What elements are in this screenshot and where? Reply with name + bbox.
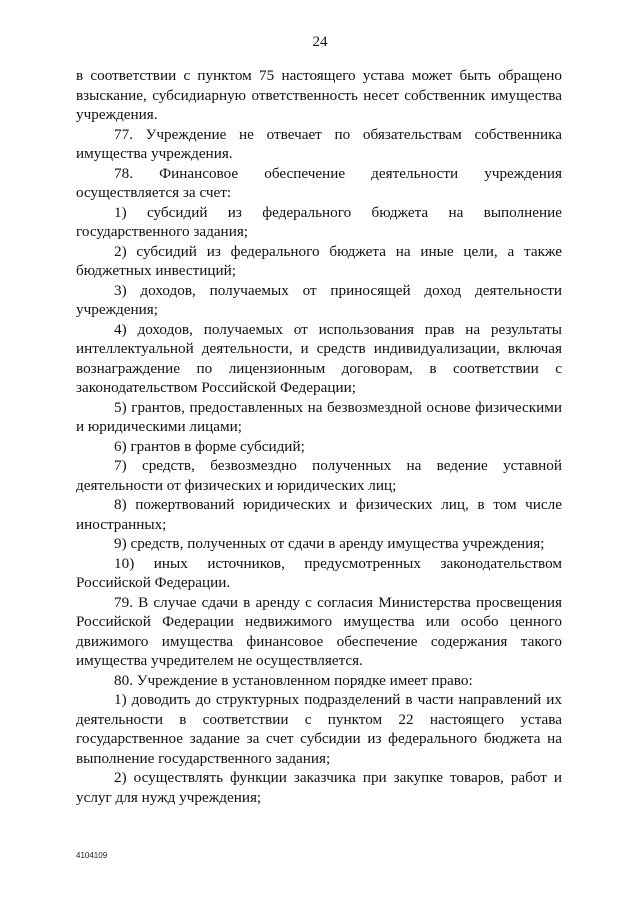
document-body [76,66,562,807]
list-item-78-7: 7) средств, безвозмездно полученных на ведение уставной деятельности от физических и юридических лиц; [76,457,562,494]
paragraph-79: 79. В случае сдачи в аренду с согласия Министерства просвещения Российской Федерации недвижимого имущества или особо ценного движимого имущества финансовое обеспечение содержания такого имущества учредителем не осуществляется. [76,593,562,669]
list-item-80-2: 2) осуществлять функции заказчика при закупке товаров, работ и услуг для нужд учреждения; [76,769,562,806]
list-item-78-9: 9) средств, полученных от сдачи в аренду имущества учреждения; [114,535,545,552]
list-item-78-2: 2) субсидий из федерального бюджета на иные цели, а также бюджетных инвестиций; [76,242,562,279]
paragraph-77: 77. Учреждение не отвечает по обязательствам собственника имущества учреждения. [76,125,562,162]
list-item-78-5: 5) грантов, предоставленных на безвозмездной основе физическими и юридическими лицами; [76,398,562,435]
paragraph-78: 78. Финансовое обеспечение деятельности учреждения осуществляется за счет: [76,164,562,201]
list-item-78-1: 1) субсидий из федерального бюджета на выполнение государственного задания; [76,203,562,240]
paragraph-continuation: в соответствии с пунктом 75 настоящего устава может быть обращено взыскание, субсидиарную ответственность несет собственник имущества учреждения. [76,67,562,123]
list-item-78-4: 4) доходов, получаемых от использования прав на результаты интеллектуальной деятельности, и средств индивидуализации, включая вознаграждение по лицензионным договорам, в соответствии с законодательством Российской Федерации; [76,320,562,396]
list-item-78-3: 3) доходов, получаемых от приносящей доход деятельности учреждения; [76,281,562,318]
document-code: 4104109 [76,851,108,860]
list-item-78-10: 10) иных источников, предусмотренных законодательством Российской Федерации. [76,554,562,591]
paragraph-80: 80. Учреждение в установленном порядке имеет право: [114,671,473,689]
list-item-80-1: 1) доводить до структурных подразделений в части направлений их деятельности в соответствии с пунктом 22 настоящего устава государственное задание за счет субсидии из федерального бюджета на выполнение государственного задания; [76,691,562,767]
page-number: 24 [312,34,328,50]
list-item-78-6: 6) грантов в форме субсидий; [114,437,305,455]
list-item-78-8: 8) пожертвований юридических и физических лиц, в том числе иностранных; [76,496,562,533]
